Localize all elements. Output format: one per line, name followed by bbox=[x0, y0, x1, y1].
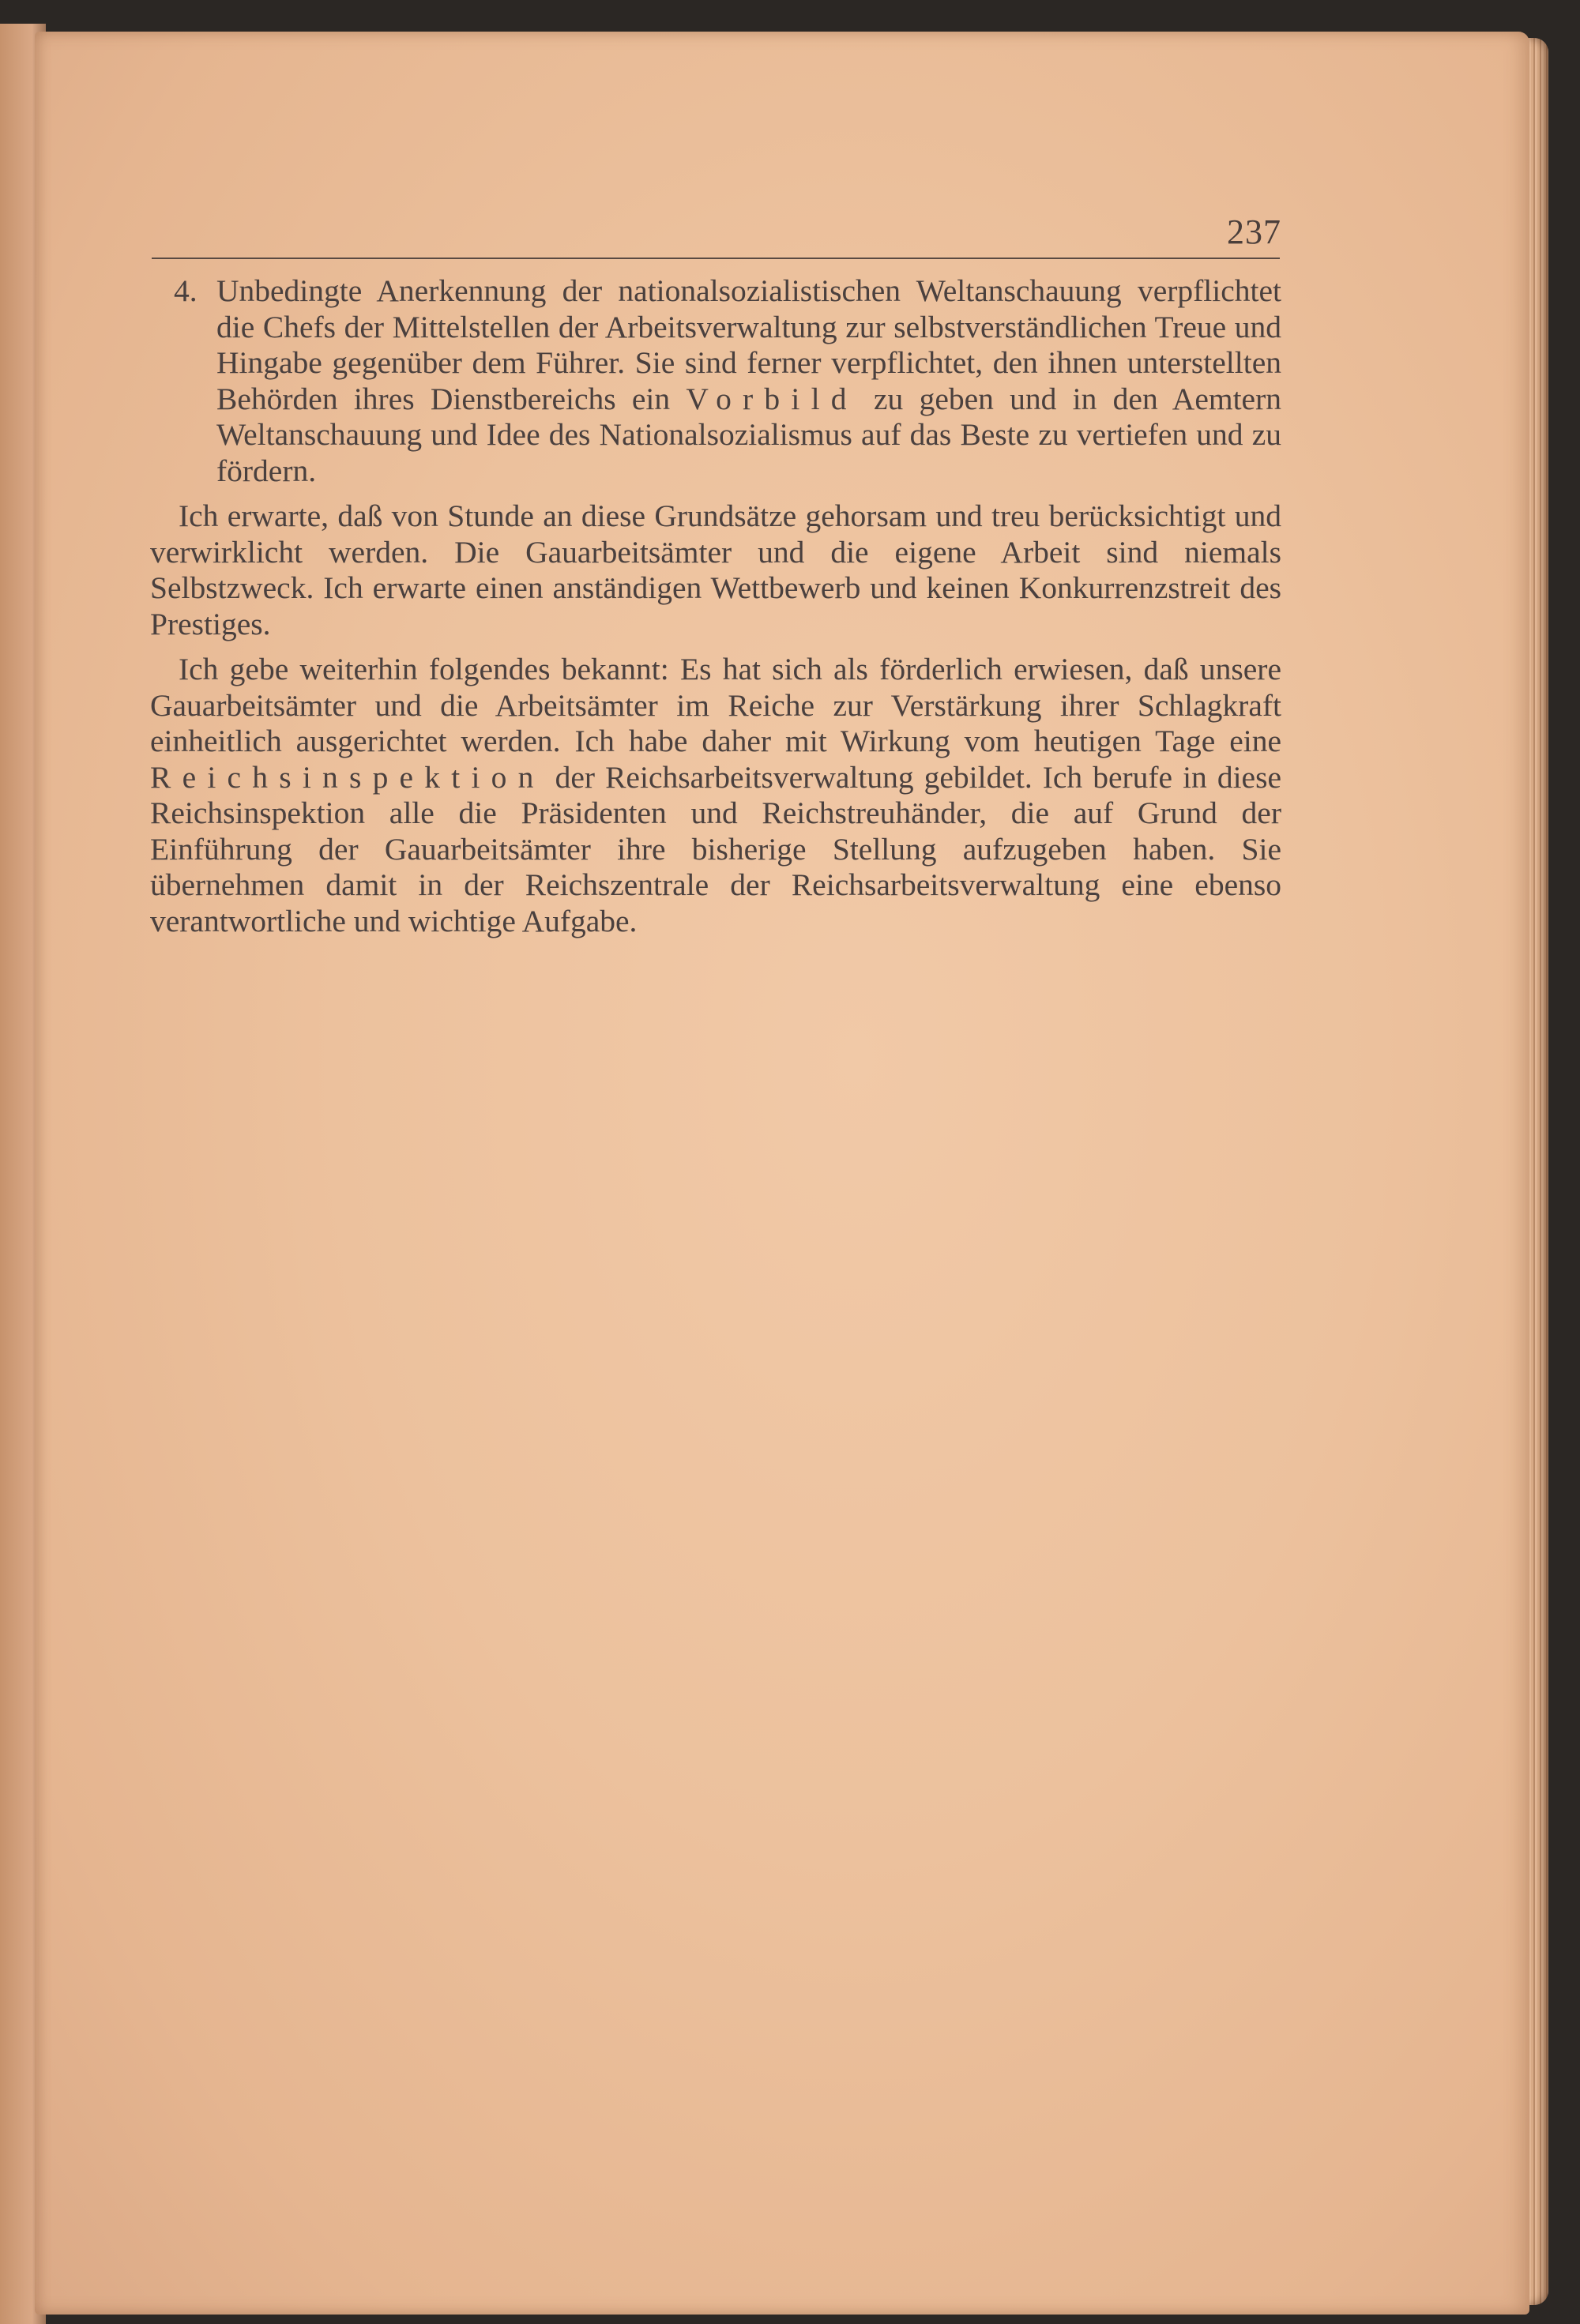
item-4-text-end: zu geben und in den Aemtern Weltanschauung und Idee des Nationalsozialismus auf das Beste zu vertiefen und zu fördern. bbox=[216, 381, 1281, 488]
paragraph-announcement bbox=[150, 652, 1281, 939]
header-rule bbox=[152, 258, 1280, 259]
item-number: 4. bbox=[174, 273, 198, 308]
paragraph-3-emphasis: Reichsinspektion bbox=[150, 759, 545, 795]
paragraph-3-text-start: Ich gebe weiterhin folgendes bekannt: Es hat sich als förderlich erwiesen, daß unsere Gauarbeitsämter und die Arbeitsämter im Reiche zur Verstärkung ihrer Schlagkraft einheitlich ausgerichtet werden. Ich habe daher mit Wirkung vom heutigen Tage eine bbox=[150, 652, 1281, 758]
paragraph-2-text: Ich erwarte, daß von Stunde an diese Grundsätze gehorsam und treu berücksichtigt und verwirklicht werden. Die Gauarbeitsämter und die eigene Arbeit sind niemals Selbstzweck. Ich erwarte einen anständigen Wettbewerb und keinen Konkurrenzstreit des Prestiges. bbox=[150, 498, 1281, 641]
paragraph-3-text-end: der Reichsarbeitsverwaltung gebildet. Ich berufe in diese Reichsinspektion alle die Präsidenten und Reichstreuhänder, die auf Grund der Einführung der Gauarbeitsämter ihre bisherige Stellung aufzugeben haben. Sie übernehmen damit in der Reichszentrale der Reichsarbeitsverwaltung eine ebenso verantwortliche und wichtige Aufgabe. bbox=[150, 759, 1281, 938]
item-4-emphasis: Vorbild bbox=[686, 381, 858, 416]
paragraph-expectation bbox=[150, 498, 1281, 642]
page-text bbox=[150, 273, 1281, 939]
numbered-item-4 bbox=[150, 273, 1281, 489]
item-4-text-start: Unbedingte Anerkennung der nationalsozialistischen Weltanschauung verpflichtet die Chefs der Mittelstellen der Arbeitsverwaltung zur selbstverständlichen Treue und Hingabe gegenüber dem Führer. Sie sind ferner verpflichtet, den ihnen unterstellten Behörden ihres Dienstbereichs ein bbox=[216, 273, 1281, 416]
page-number: 237 bbox=[1227, 212, 1281, 251]
